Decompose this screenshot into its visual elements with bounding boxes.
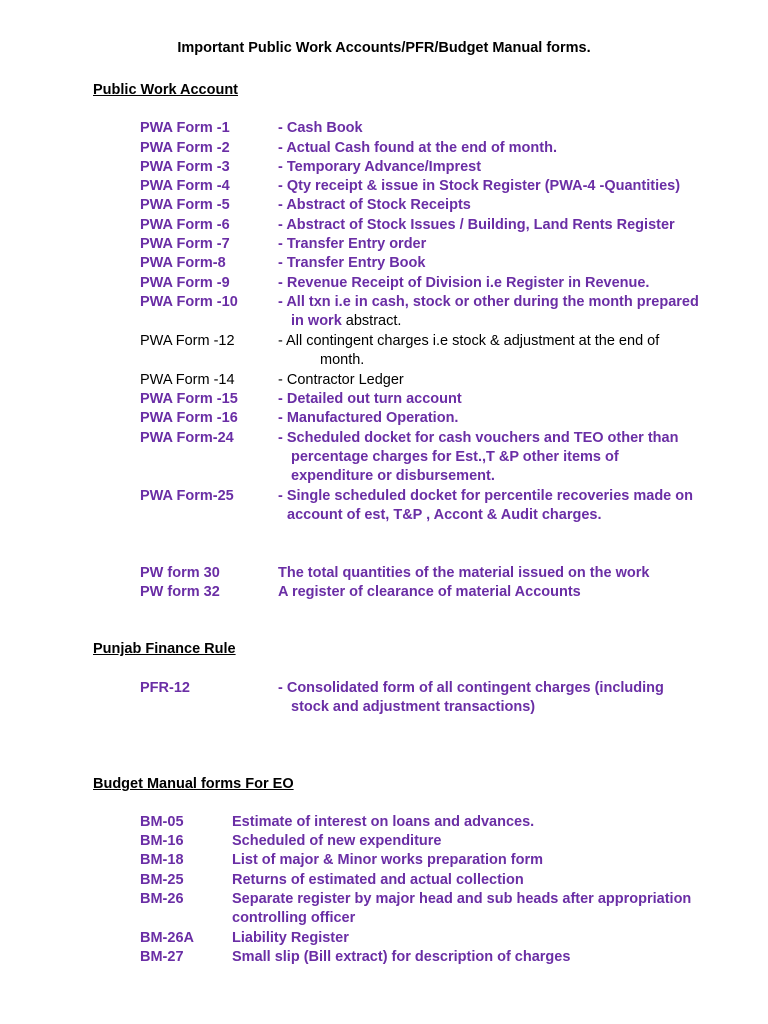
form-code: PWA Form -15 [140, 391, 238, 407]
form-description: - Temporary Advance/Imprest [278, 159, 482, 175]
form-description: - Scheduled docket for cash vouchers and TEO other than [278, 429, 679, 446]
form-description: - Manufactured Operation. [278, 410, 459, 426]
form-description: Scheduled of new expenditure [232, 833, 442, 849]
form-description: - Abstract of Stock Issues / Building, Land Rents Register [278, 216, 675, 233]
form-description: List of major & Minor works preparation form [232, 852, 543, 868]
form-code: BM-18 [140, 852, 184, 868]
heading-budget-manual-forms: Budget Manual forms For EO [93, 776, 294, 792]
form-description: - Actual Cash found at the end of month. [278, 139, 557, 156]
form-code: BM-25 [140, 871, 184, 888]
form-code: PWA Form -9 [140, 274, 230, 291]
form-code: PWA Form -5 [140, 197, 230, 213]
heading-punjab-finance-rule: Punjab Finance Rule [93, 641, 236, 657]
form-description: - All contingent charges i.e stock & adjustment at the end of [278, 333, 660, 349]
form-description: - Revenue Receipt of Division i.e Register in Revenue. [278, 274, 650, 291]
form-code: PWA Form -16 [140, 410, 238, 426]
form-description-cont: controlling officer [232, 910, 356, 927]
form-description-cont: percentage charges for Est.,T &P other items of [291, 448, 619, 465]
form-description: Separate register by major head and sub heads after appropriation [232, 891, 692, 907]
form-description: Small slip (Bill extract) for description of charges [232, 949, 571, 965]
form-description: - Consolidated form of all contingent charges (including [278, 680, 664, 696]
form-description: Liability Register [232, 929, 349, 946]
form-code: PWA Form -7 [140, 236, 230, 252]
form-description: A register of clearance of material Accounts [278, 584, 581, 600]
heading-public-work-account: Public Work Account [93, 82, 239, 98]
form-description: Returns of estimated and actual collection [232, 871, 524, 888]
form-description: - Transfer Entry Book [278, 255, 426, 271]
form-description-cont: stock and adjustment transactions) [291, 699, 536, 716]
form-description: - Contractor Ledger [278, 371, 404, 388]
form-code: PWA Form -3 [140, 159, 230, 175]
form-code: PWA Form-8 [140, 255, 226, 271]
form-code: PWA Form -1 [140, 120, 230, 136]
form-description: - Detailed out turn account [278, 391, 462, 407]
document-title: Important Public Work Accounts/PFR/Budget Manual forms. [177, 40, 591, 56]
form-description: - Qty receipt & issue in Stock Register (PWA-4 -Quantities) [278, 178, 681, 194]
form-code: PWA Form -10 [140, 294, 238, 310]
form-code: BM-16 [140, 833, 184, 849]
form-description-cont: abstract. [341, 313, 402, 330]
form-code: PW form 30 [140, 564, 220, 581]
form-description: - All txn i.e in cash, stock or other during the month prepared [278, 294, 699, 310]
form-description: - Single scheduled docket for percentile recoveries made on [278, 487, 693, 504]
form-code: BM-05 [140, 813, 184, 830]
form-code: BM-27 [140, 949, 184, 965]
form-description-cont: month. [320, 352, 365, 369]
form-code: PWA Form-25 [140, 487, 234, 504]
form-code: PWA Form -14 [140, 371, 235, 388]
form-description-cont: in work [291, 313, 342, 330]
form-description-cont: account of est, T&P , Accont & Audit charges. [287, 506, 602, 523]
form-code: PFR-12 [140, 680, 190, 696]
form-description: Estimate of interest on loans and advances. [232, 813, 535, 830]
form-code: PWA Form -12 [140, 333, 235, 349]
form-code: PWA Form -4 [140, 178, 230, 194]
form-description: - Transfer Entry order [278, 236, 427, 252]
form-code: BM-26 [140, 891, 184, 907]
form-description: - Abstract of Stock Receipts [278, 197, 471, 213]
form-code: PWA Form -2 [140, 139, 230, 156]
form-code: PW form 32 [140, 584, 220, 600]
form-code: BM-26A [140, 929, 194, 946]
form-description-cont: expenditure or disbursement. [291, 468, 495, 485]
form-description: The total quantities of the material issued on the work [278, 564, 650, 581]
form-code: PWA Form-24 [140, 429, 234, 446]
form-code: PWA Form -6 [140, 216, 230, 233]
form-description: - Cash Book [278, 120, 363, 136]
